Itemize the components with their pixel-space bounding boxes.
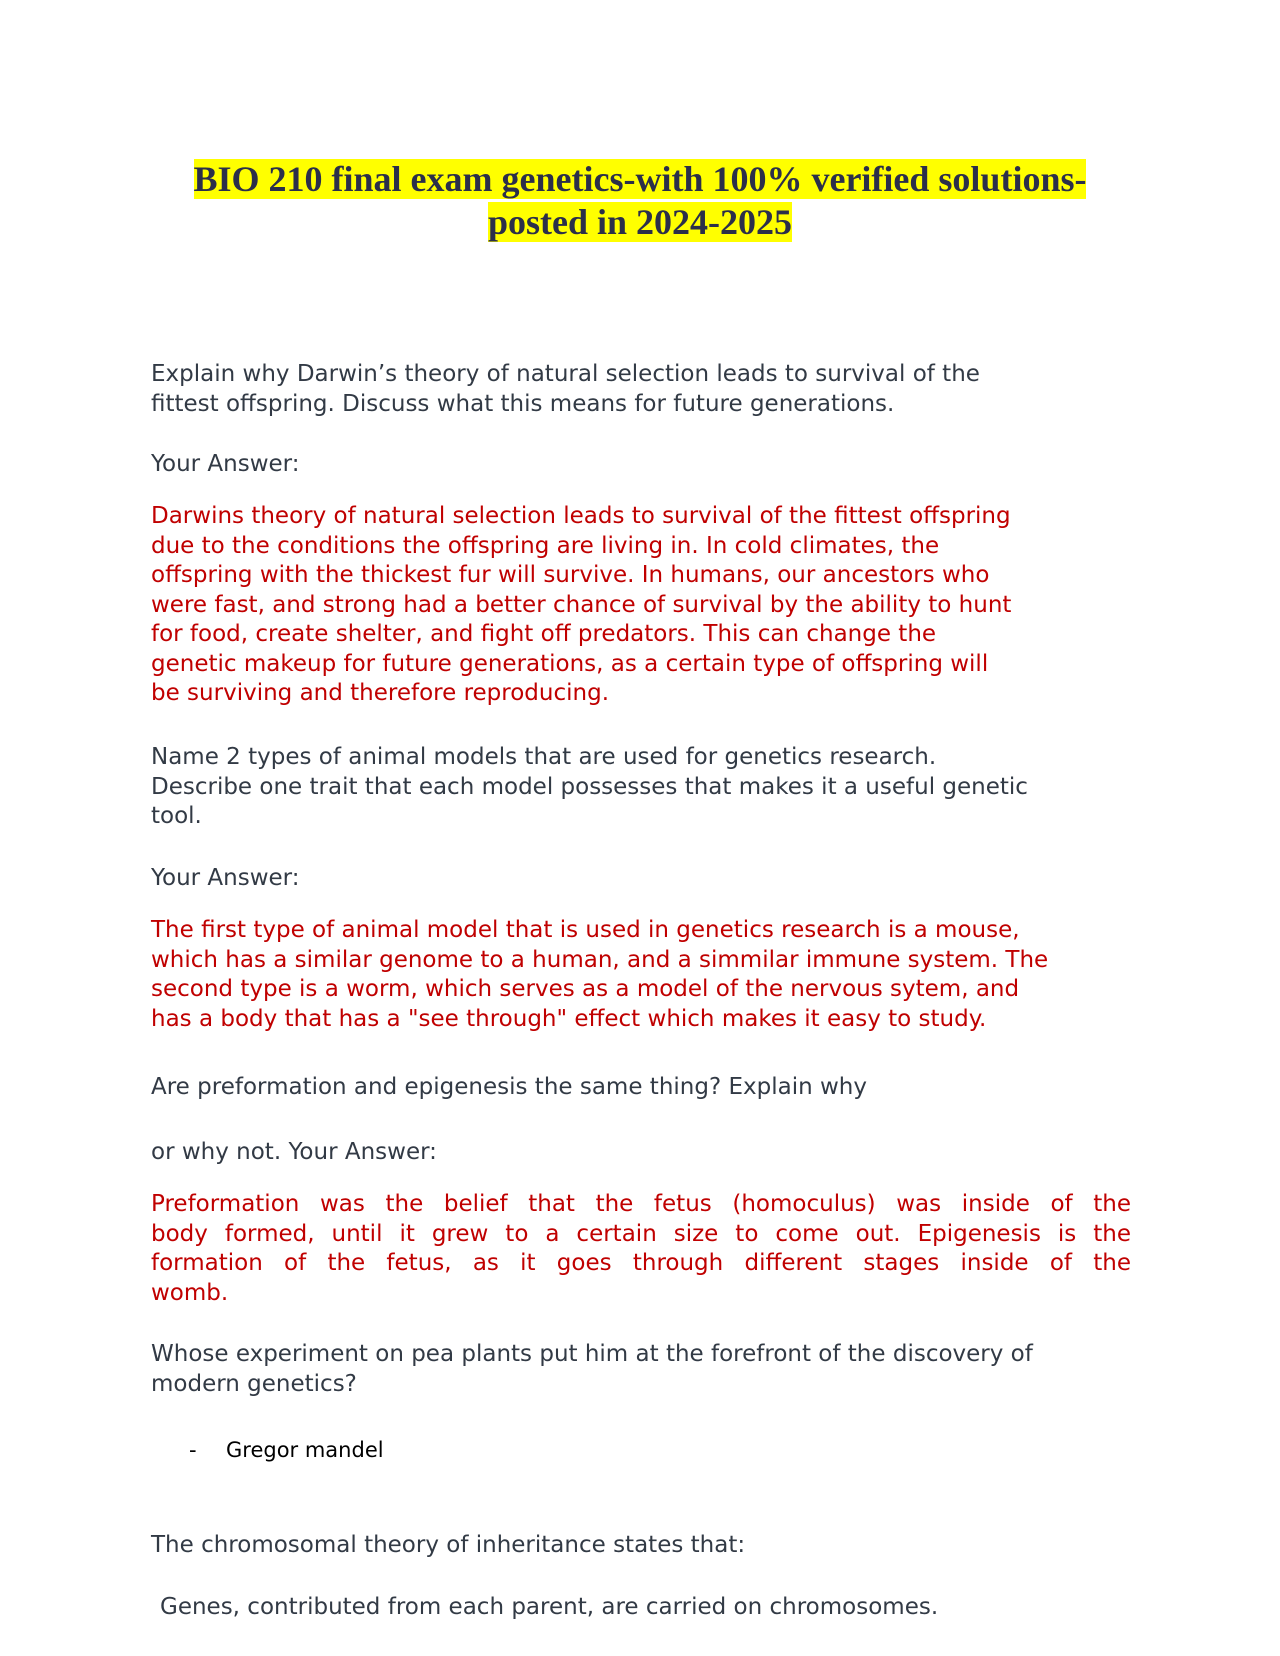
question-3-prompt-line-2: or why not. Your Answer:: [151, 1139, 437, 1165]
title-line-2: posted in 2024-2025: [487, 202, 793, 242]
answer-line: womb.: [151, 1279, 229, 1306]
question-1-prompt: [151, 360, 1131, 419]
document-title: [100, 158, 1180, 244]
answer-line: were fast, and strong had a better chance of survival by the ability to hunt: [151, 591, 1012, 618]
question-line: Name 2 types of animal models that are used for genetics research.: [151, 744, 937, 770]
question-line: Whose experiment on pea plants put him at the forefront of the discovery of: [151, 1341, 1033, 1367]
answer-line: due to the conditions the offspring are living in. In cold climates, the: [151, 532, 940, 559]
answer-line: has a body that has a "see through" effect which makes it easy to study.: [151, 1005, 987, 1032]
question-2-answer-label: Your Answer:: [151, 865, 300, 891]
answer-line: body formed, until it grew to a certain size to come out. Epigenesis is the: [151, 1220, 1131, 1247]
answer-line: which has a similar genome to a human, and a simmilar immune system. The: [151, 946, 1049, 973]
title-line-1: BIO 210 final exam genetics-with 100% verified solutions-: [193, 159, 1087, 199]
question-2-prompt: [151, 743, 1131, 832]
question-line: Explain why Darwin’s theory of natural selection leads to survival of the: [151, 361, 980, 387]
answer-line: The first type of animal model that is used in genetics research is a mouse,: [151, 917, 1020, 943]
question-5-answer: Genes, contributed from each parent, are carried on chromosomes.: [160, 1594, 939, 1620]
question-2-answer: [151, 916, 1131, 1034]
answer-line: Preformation was the belief that the fetus (homoculus) was inside of the: [151, 1191, 1131, 1217]
bullet-marker: -: [189, 1438, 197, 1462]
question-5-prompt: The chromosomal theory of inheritance states that:: [151, 1532, 746, 1558]
question-1-answer-label: Your Answer:: [151, 451, 300, 477]
bullet-text: Gregor mandel: [226, 1438, 384, 1462]
question-line: tool.: [151, 803, 202, 829]
question-line: fittest offspring. Discuss what this means for future generations.: [151, 390, 895, 417]
answer-line: genetic makeup for future generations, as a certain type of offspring will: [151, 650, 989, 677]
question-3-prompt-line-1: Are preformation and epigenesis the same thing? Explain why: [151, 1074, 867, 1100]
answer-line: second type is a worm, which serves as a model of the nervous sytem, and: [151, 976, 1020, 1002]
question-line: Describe one trait that each model possesses that makes it a useful genetic: [151, 773, 1028, 800]
answer-line: Darwins theory of natural selection leads to survival of the fittest offspring: [151, 503, 1011, 529]
question-4-prompt: [151, 1340, 1131, 1399]
answer-line: formation of the fetus, as it goes through different stages inside of the: [151, 1250, 1131, 1276]
question-line: modern genetics?: [151, 1370, 357, 1397]
question-4-answer-bullet: [151, 1436, 384, 1464]
answer-line: offspring with the thickest fur will survive. In humans, our ancestors who: [151, 562, 990, 588]
question-3-answer: [151, 1190, 1131, 1308]
answer-line: for food, create shelter, and fight off predators. This can change the: [151, 621, 937, 647]
question-1-answer: [151, 502, 1131, 709]
answer-line: be surviving and therefore reproducing.: [151, 680, 610, 706]
